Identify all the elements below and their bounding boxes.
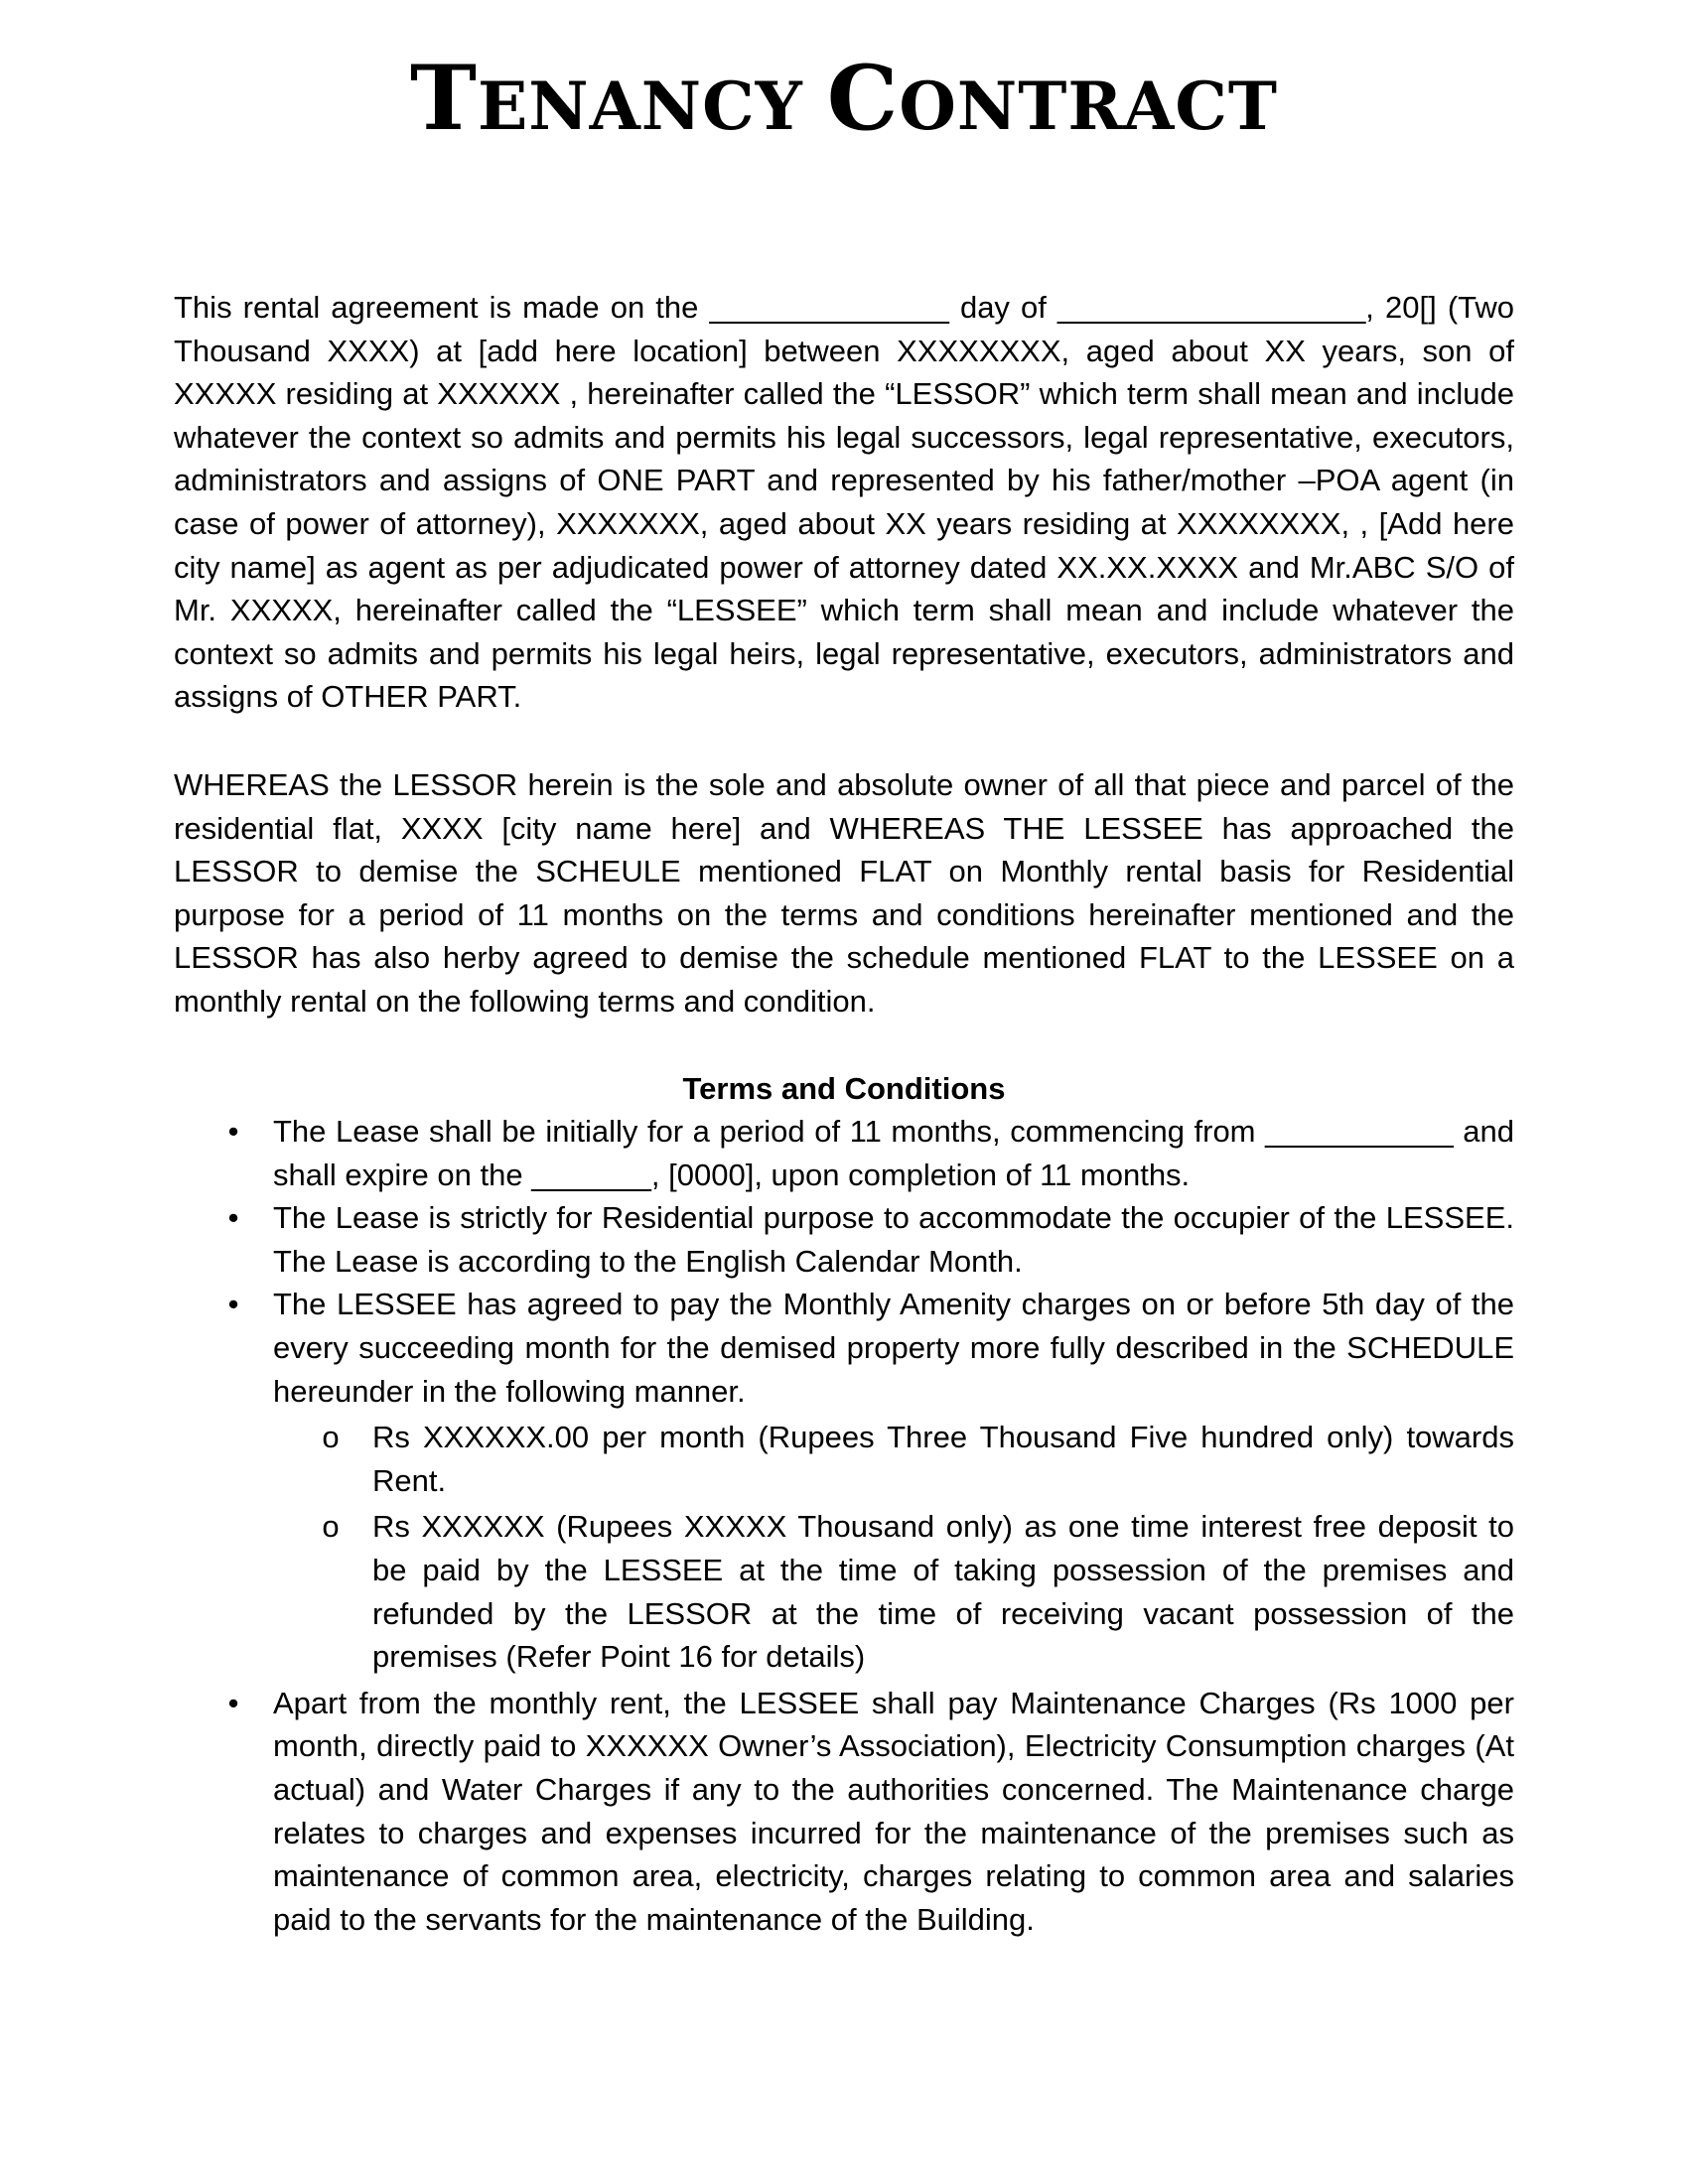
term-text: The LESSEE has agreed to pay the Monthly Amenity charges on or before 5th day of the every succeeding month for the demised property more fully described in the SCHEDULE hereunder in the following manner.	[273, 1287, 1514, 1409]
bullet-icon: •	[227, 1200, 239, 1236]
term-text: The Lease is strictly for Residential purpose to accommodate the occupier of the LESSEE. The Lease is according to the English Calendar Month.	[273, 1200, 1514, 1279]
term-item	[174, 1682, 1514, 1942]
terms-list	[174, 1110, 1514, 1941]
title-initial-t: T	[409, 46, 478, 151]
term-item	[174, 1110, 1514, 1196]
bullet-icon: •	[227, 1114, 239, 1149]
document-title	[0, 46, 1688, 151]
sub-term-text: Rs XXXXXX (Rupees XXXXX Thousand only) as one time interest free deposit to be paid by the LESSEE at the time of taking possession of the premises and refunded by the LESSOR at the time of receiving vacant possession of the premises (Refer Point 16 for details)	[372, 1509, 1514, 1675]
term-item	[174, 1196, 1514, 1283]
sub-term-item	[273, 1416, 1514, 1502]
circle-bullet-icon: o	[322, 1509, 340, 1545]
payment-sub-list	[273, 1416, 1514, 1679]
term-item	[174, 1283, 1514, 1678]
bullet-icon: •	[227, 1287, 239, 1322]
terms-heading: Terms and Conditions	[682, 1071, 1006, 1106]
bullet-icon: •	[227, 1685, 239, 1720]
term-text: The Lease shall be initially for a period of 11 months, commencing from ___________ and shall expire on the _______, [0000], upon completion of 11 months.	[273, 1114, 1514, 1192]
sub-term-text: Rs XXXXXX.00 per month (Rupees Three Thousand Five hundred only) towards Rent.	[372, 1420, 1514, 1498]
title-initial-c: C	[826, 46, 900, 151]
circle-bullet-icon: o	[322, 1420, 340, 1455]
whereas-paragraph: WHEREAS the LESSOR herein is the sole and absolute owner of all that piece and parcel of the residential flat, XXXX [city name here] and WHEREAS THE LESSEE has approached the LESSOR to demise the SCHEULE mentioned FLAT on Monthly rental basis for Residential purpose for a period of 11 months on the terms and conditions hereinafter mentioned and the LESSOR has also herby agreed to demise the schedule mentioned FLAT to the LESSEE on a monthly rental on the following terms and condition.	[174, 767, 1514, 1019]
agreement-intro-paragraph: This rental agreement is made on the ______________ day of __________________, 20[] (Two Thousand XXXX) at [add here location] between XXXXXXXX, aged about XX years, son of XXXXX residing at XXXXXX , hereinafter called the “LESSOR” which term shall mean and include whatever the context so admits and permits his legal successors, legal representative, executors, administrators and assigns of ONE PART and represented by his father/mother –POA agent (in case of power of attorney), XXXXXXX, aged about XX years residing at XXXXXXXX, , [Add here city name] as agent as per adjudicated power of attorney dated XX.XX.XXXX and Mr.ABC S/O of Mr. XXXXX, hereinafter called the “LESSEE” which term shall mean and include whatever the context so admits and permits his legal heirs, legal representative, executors, administrators and assigns of OTHER PART.	[174, 290, 1514, 715]
title-rest-enancy: ENANCY	[477, 68, 827, 145]
term-text: Apart from the monthly rent, the LESSEE shall pay Maintenance Charges (Rs 1000 per month, directly paid to XXXXXX Owner’s Association), Electricity Consumption charges (At actual) and Water Charges if any to the authorities concerned. The Maintenance charge relates to charges and expenses incurred for the maintenance of the premises such as maintenance of common area, electricity, charges relating to common area and salaries paid to the servants for the maintenance of the Building.	[273, 1685, 1514, 1937]
title-rest-ontract: ONTRACT	[899, 68, 1279, 145]
sub-term-item	[273, 1505, 1514, 1678]
